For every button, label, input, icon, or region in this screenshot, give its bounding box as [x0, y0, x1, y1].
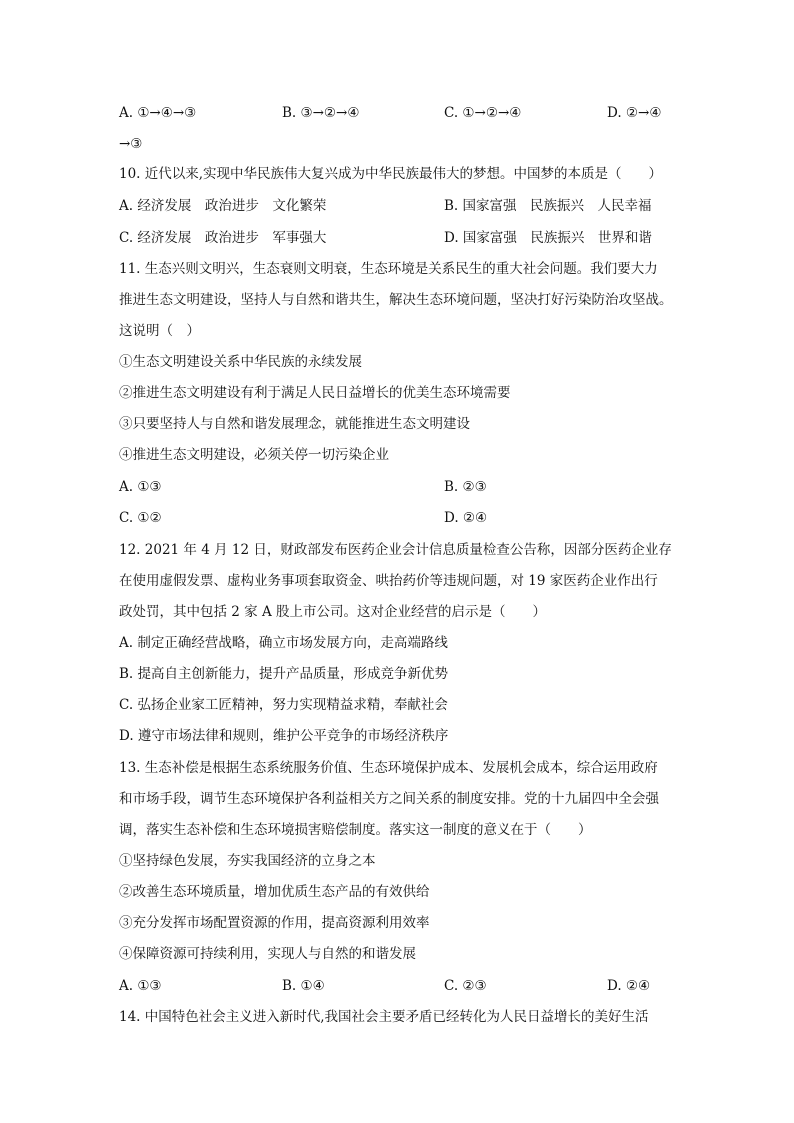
q11-option-c[interactable]: C. ①② — [119, 510, 162, 526]
q11-item-2: ②推进生态文明建设有利于满足人民日益增长的优美生态环境需要 — [119, 385, 511, 401]
q11-item-3: ③只要坚持人与自然和谐发展理念，就能推进生态文明建设 — [119, 416, 470, 432]
q12-option-d[interactable]: D. 遵守市场法律和规则，维护公平竞争的市场经济秩序 — [119, 728, 449, 744]
q13-item-3: ③充分发挥市场配置资源的作用，提高资源利用效率 — [119, 915, 430, 931]
q9-option-d[interactable]: D. ②→④ — [607, 105, 662, 121]
q10-option-c[interactable]: C. 经济发展 政治进步 军事强大 — [119, 230, 327, 246]
q10-option-d[interactable]: D. 国家富强 民族振兴 世界和谐 — [444, 230, 652, 246]
q13-stem-line-1: 13. 生态补偿是根据生态系统服务价值、生态环境保护成本、发展机会成本，综合运用政府 — [119, 760, 658, 776]
q14-stem-line-1: 14. 中国特色社会主义进入新时代,我国社会主要矛盾已经转化为人民日益增长的美好生活 — [119, 1009, 649, 1025]
q9-option-d-continuation: →③ — [119, 136, 143, 152]
q11-item-1: ①生态文明建设关系中华民族的永续发展 — [119, 354, 362, 370]
q13-item-1: ①坚持绿色发展，夯实我国经济的立身之本 — [119, 853, 376, 869]
q12-option-c[interactable]: C. 弘扬企业家工匠精神，努力实现精益求精，奉献社会 — [119, 697, 448, 713]
q13-option-a[interactable]: A. ①③ — [119, 978, 162, 994]
q13-stem-line-3: 调，落实生态补偿和生态环境损害赔偿制度。落实这一制度的意义在于（ ） — [119, 822, 592, 838]
q9-option-a[interactable]: A. ①→④→③ — [119, 105, 197, 121]
q13-option-d[interactable]: D. ②④ — [607, 978, 651, 994]
q13-option-b[interactable]: B. ①④ — [282, 978, 325, 994]
q11-option-a[interactable]: A. ①③ — [119, 479, 162, 495]
q12-option-b[interactable]: B. 提高自主创新能力，提升产品质量，形成竞争新优势 — [119, 666, 449, 682]
q13-stem-line-2: 和市场手段，调节生态环境保护各利益相关方之间关系的制度安排。党的十九届四中全会强 — [119, 791, 659, 807]
q11-option-d[interactable]: D. ②④ — [444, 510, 488, 526]
q11-stem-line-1: 11. 生态兴则文明兴，生态衰则文明衰，生态环境是关系民生的重大社会问题。我们要大力 — [119, 261, 658, 277]
q12-stem-line-2: 在使用虚假发票、虚构业务事项套取资金、哄抬药价等违规问题，对 19 家医药企业作出行 — [119, 573, 658, 589]
q11-option-b[interactable]: B. ②③ — [444, 479, 487, 495]
q13-item-4: ④保障资源可持续利用，实现人与自然的和谐发展 — [119, 946, 416, 962]
q12-option-a[interactable]: A. 制定正确经营战略，确立市场发展方向，走高端路线 — [119, 635, 448, 651]
q11-stem-line-3: 这说明（ ） — [119, 323, 200, 339]
q10-stem: 10. 近代以来,实现中华民族伟大复兴成为中华民族最伟大的梦想。中国梦的本质是（ ） — [119, 166, 663, 182]
q13-item-2: ②改善生态环境质量，增加优质生态产品的有效供给 — [119, 884, 430, 900]
q11-stem-line-2: 推进生态文明建设，坚持人与自然和谐共生，解决生态环境问题，坚决打好污染防治攻坚战。 — [119, 292, 673, 308]
q12-stem-line-3: 政处罚，其中包括 2 家 A 股上市公司。这对企业经营的启示是（ ） — [119, 604, 547, 620]
q13-option-c[interactable]: C. ②③ — [444, 978, 487, 994]
q9-option-b[interactable]: B. ③→②→④ — [282, 105, 360, 121]
q11-item-4: ④推进生态文明建设，必须关停一切污染企业 — [119, 447, 389, 463]
q10-option-a[interactable]: A. 经济发展 政治进步 文化繁荣 — [119, 198, 327, 214]
q9-option-c[interactable]: C. ①→②→④ — [444, 105, 522, 121]
q10-option-b[interactable]: B. 国家富强 民族振兴 人民幸福 — [444, 198, 652, 214]
q12-stem-line-1: 12. 2021 年 4 月 12 日，财政部发布医药企业会计信息质量检查公告称，因部分医药企业存 — [119, 542, 672, 558]
